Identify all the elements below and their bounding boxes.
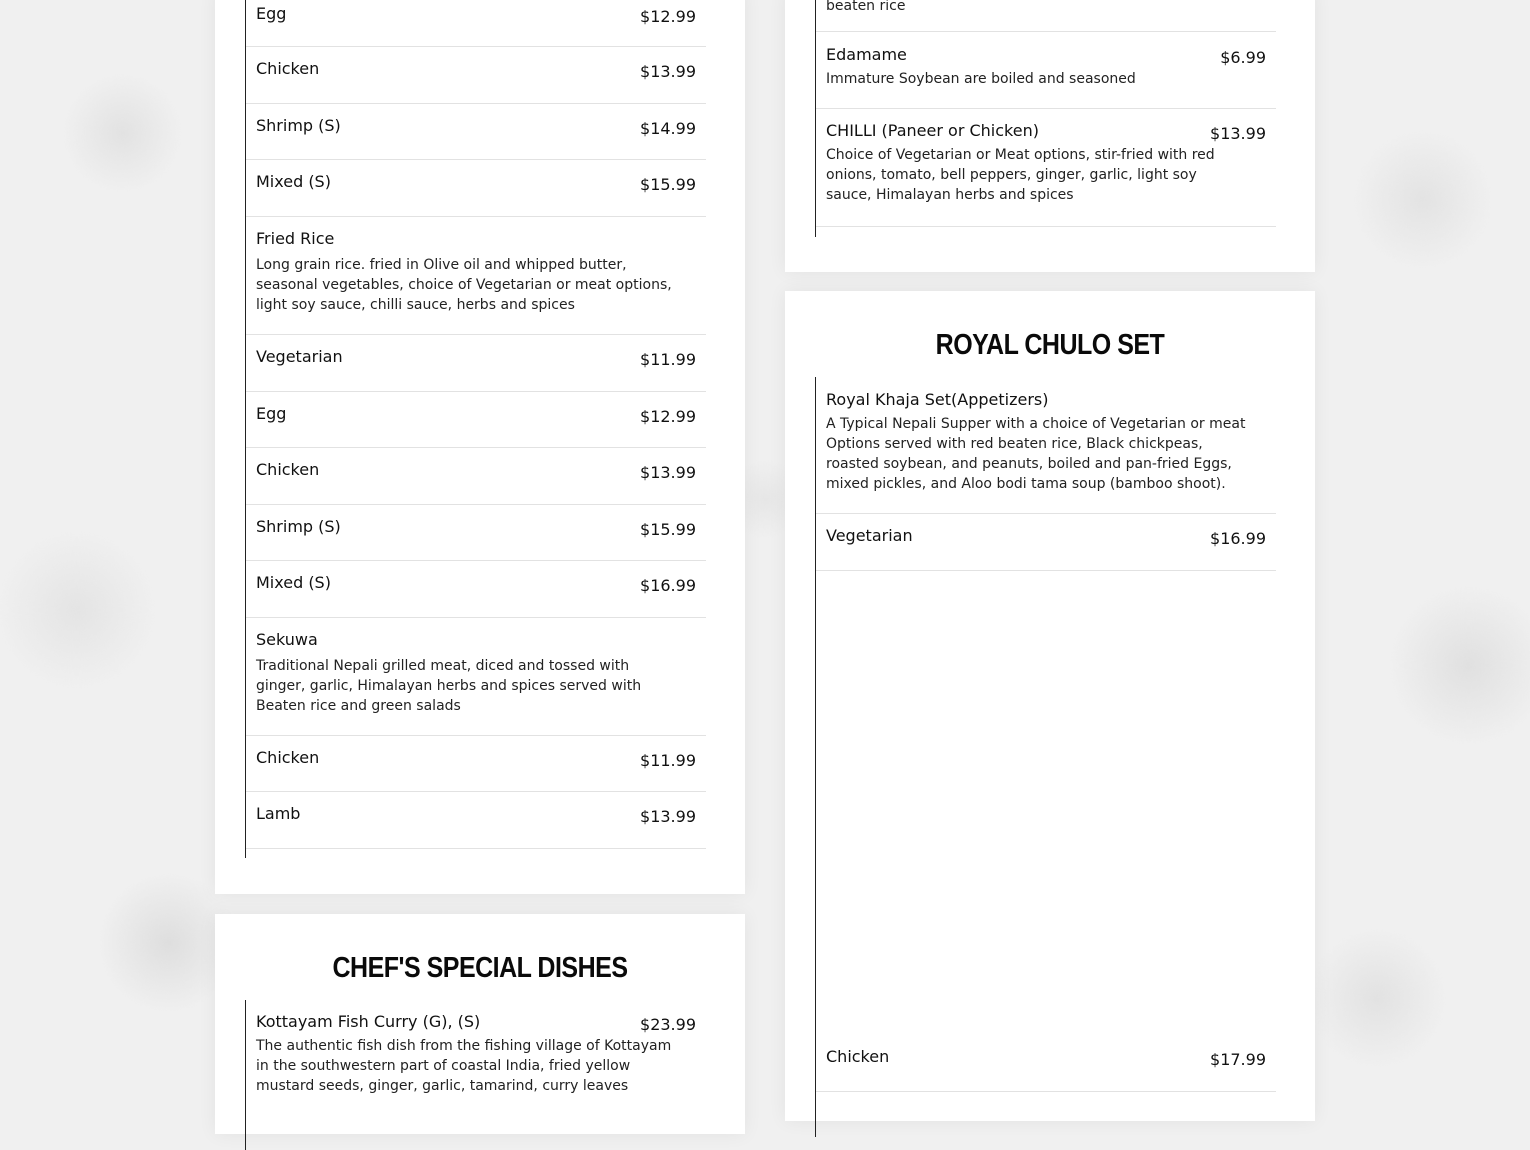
menu-section bbox=[815, 0, 1276, 237]
item-name: Chicken bbox=[826, 1047, 890, 1066]
item-name: Edamame bbox=[826, 45, 907, 64]
item-name: Lamb bbox=[256, 804, 301, 823]
item-name: Chicken bbox=[256, 59, 320, 78]
item-name: CHILLI (Paneer or Chicken) bbox=[826, 121, 1039, 140]
menu-card-royal-chulo bbox=[785, 291, 1315, 1121]
menu-item[interactable] bbox=[246, 618, 706, 736]
item-name: Royal Khaja Set(Appetizers) bbox=[826, 390, 1049, 409]
item-name: Chicken bbox=[256, 460, 320, 479]
item-name: Kottayam Fish Curry (G), (S) bbox=[256, 1012, 481, 1031]
item-name: Mixed (S) bbox=[256, 573, 331, 592]
item-name: Sekuwa bbox=[256, 630, 318, 649]
item-name: Fried Rice bbox=[256, 229, 335, 248]
item-price: $12.99 bbox=[640, 407, 696, 426]
item-price: $23.99 bbox=[640, 1015, 696, 1034]
item-price: $11.99 bbox=[640, 350, 696, 369]
item-name: Vegetarian bbox=[256, 347, 343, 366]
menu-item[interactable] bbox=[246, 392, 706, 448]
item-name: Chicken bbox=[256, 748, 320, 767]
item-price: $16.99 bbox=[1210, 529, 1266, 548]
menu-item[interactable] bbox=[246, 792, 706, 849]
item-name: Mixed (S) bbox=[256, 172, 331, 191]
menu-item[interactable] bbox=[246, 217, 706, 335]
item-price: $6.99 bbox=[1220, 48, 1266, 67]
item-price: $13.99 bbox=[640, 807, 696, 826]
menu-item[interactable] bbox=[816, 109, 1276, 227]
item-price: $13.99 bbox=[640, 62, 696, 81]
item-description: A Typical Nepali Supper with a choice of Vegetarian or meat Options served with red beaten rice, Black chickpeas, roasted soybean, and peanuts, boiled and pan-fried Eggs, mixed pickles, and Aloo bodi tama soup (bamboo shoot). bbox=[826, 416, 1246, 492]
menu-item[interactable] bbox=[246, 160, 706, 217]
menu-section bbox=[245, 1000, 706, 1150]
menu-item[interactable] bbox=[816, 377, 1276, 514]
menu-item[interactable] bbox=[246, 1000, 706, 1118]
menu-item[interactable] bbox=[816, 1035, 1276, 1092]
item-name: Vegetarian bbox=[826, 526, 913, 545]
menu-card-right-top bbox=[785, 0, 1315, 272]
item-price: $17.99 bbox=[1210, 1050, 1266, 1069]
item-name: Shrimp (S) bbox=[256, 116, 341, 135]
menu-item[interactable] bbox=[246, 335, 706, 392]
section-title: CHEF'S SPECIAL DISHES bbox=[332, 951, 628, 985]
menu-item[interactable] bbox=[246, 0, 706, 47]
menu-section bbox=[245, 0, 706, 858]
item-price: $16.99 bbox=[640, 576, 696, 595]
menu-item[interactable] bbox=[246, 47, 706, 104]
item-price: $13.99 bbox=[1210, 124, 1266, 143]
item-price: $14.99 bbox=[640, 119, 696, 138]
menu-item-partial bbox=[816, 0, 1276, 32]
menu-item[interactable] bbox=[816, 32, 1276, 109]
item-price: $11.99 bbox=[640, 751, 696, 770]
item-name: Shrimp (S) bbox=[256, 517, 341, 536]
item-description: Choice of Vegetarian or Meat options, stir-fried with red onions, tomato, bell peppers, ginger, garlic, light soy sauce, Himalayan herbs and spices bbox=[826, 147, 1215, 203]
empty-space bbox=[816, 571, 1276, 1035]
menu-card-chefs-special bbox=[215, 914, 745, 1134]
menu-item[interactable] bbox=[246, 561, 706, 618]
menu-item[interactable] bbox=[246, 736, 706, 792]
item-price: $12.99 bbox=[640, 7, 696, 26]
item-description: Immature Soybean are boiled and seasoned bbox=[826, 71, 1136, 87]
menu-item[interactable] bbox=[246, 104, 706, 160]
menu-item[interactable] bbox=[246, 448, 706, 505]
menu-item[interactable] bbox=[246, 505, 706, 561]
item-price: $15.99 bbox=[640, 175, 696, 194]
item-description: beaten rice bbox=[826, 0, 906, 14]
menu-item[interactable] bbox=[816, 514, 1276, 571]
menu-section bbox=[815, 377, 1276, 1137]
item-name: Egg bbox=[256, 404, 287, 423]
item-description: Traditional Nepali grilled meat, diced and tossed with ginger, garlic, Himalayan herbs and spices served with Beaten rice and green salads bbox=[256, 658, 642, 714]
item-name: Egg bbox=[256, 4, 287, 23]
item-price: $13.99 bbox=[640, 463, 696, 482]
menu-card-left-top bbox=[215, 0, 745, 894]
item-description: The authentic fish dish from the fishing village of Kottayam in the southwestern part of coastal India, fried yellow mustard seeds, ginger, garlic, tamarind, curry leaves bbox=[256, 1038, 672, 1094]
section-title: ROYAL CHULO SET bbox=[935, 328, 1165, 362]
item-description: Long grain rice. fried in Olive oil and whipped butter, seasonal vegetables, choice of Vegetarian or meat options, light soy sauce, chilli sauce, herbs and spices bbox=[256, 257, 672, 313]
item-price: $15.99 bbox=[640, 520, 696, 539]
